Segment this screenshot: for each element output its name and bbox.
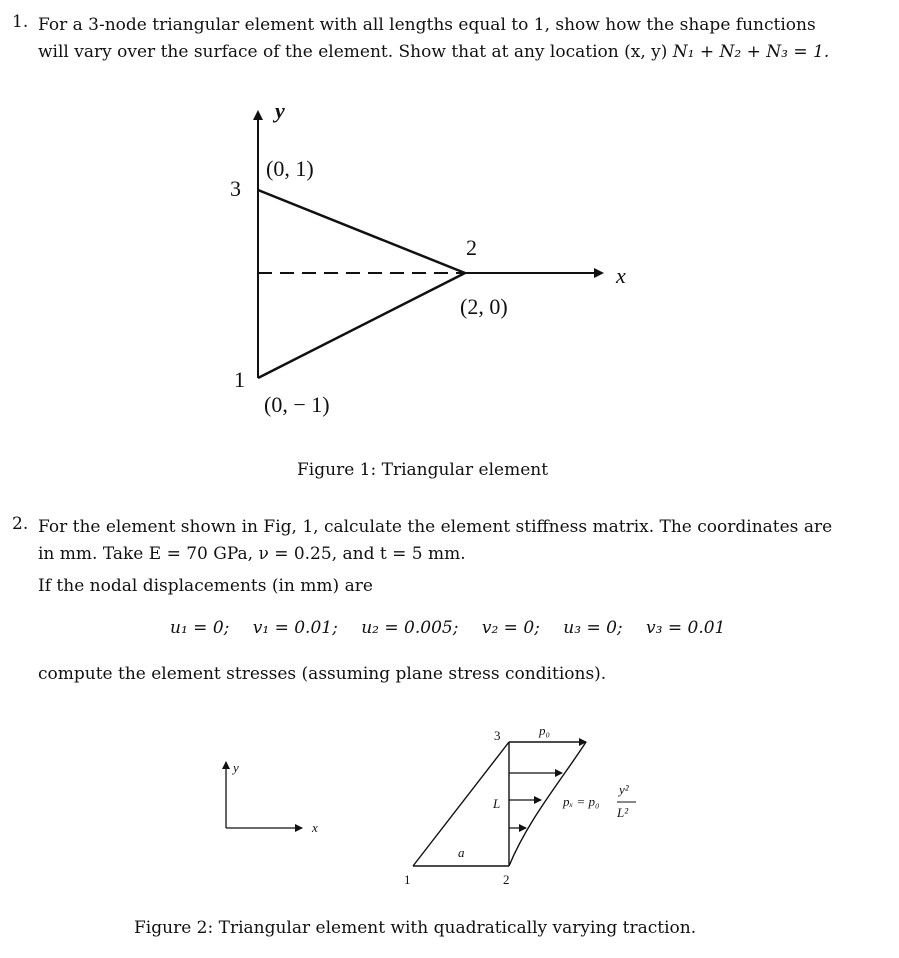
displacement-u2: u₂ = 0.005; (361, 618, 459, 638)
problem-1-line-2-text: will vary over the surface of the element. Show that at any location (x, y) (38, 42, 673, 62)
problem-2-number: 2. (12, 514, 29, 534)
displacement-u3: u₃ = 0; (563, 618, 623, 638)
fig1-x-axis-label: x (616, 263, 626, 288)
displacement-v1: v₁ = 0.01; (252, 618, 338, 638)
fig1-node-3-label: 3 (230, 176, 241, 201)
fig2-node-2-label: 2 (503, 872, 510, 887)
fig2-traction-numerator: y² (619, 782, 629, 797)
fig1-node-2-coord: (2, 0) (460, 294, 508, 319)
fig1-edge-2-1 (258, 273, 465, 378)
figure-1-triangular-element (0, 0, 899, 460)
fig2-length-label: L (493, 796, 501, 811)
problem-2-line-3: If the nodal displacements (in mm) are (38, 576, 373, 596)
fig1-node-3-coord: (0, 1) (266, 156, 314, 181)
shape-function-sum-equation: N₁ + N₂ + N₃ = 1. (672, 42, 830, 62)
problem-2-line-4: compute the element stresses (assuming plane stress conditions). (38, 664, 607, 684)
fig2-y-axis-label: y (233, 760, 239, 775)
fig1-node-2-label: 2 (466, 235, 477, 260)
problem-2-line-2: in mm. Take E = 70 GPa, ν = 0.25, and t = 5 mm. (38, 544, 466, 564)
fig2-a-label: a (458, 845, 465, 860)
displacement-v3: v₃ = 0.01 (646, 618, 726, 638)
displacement-u1: u₁ = 0; (170, 618, 230, 638)
nodal-displacements-equation (170, 618, 725, 638)
fig2-x-axis-label: x (312, 820, 318, 835)
problem-1-line-1: For a 3-node triangular element with all lengths equal to 1, show how the shape functions (38, 15, 816, 35)
figure-2-traction-element (0, 700, 899, 900)
problem-2-line-1: For the element shown in Fig, 1, calculate the element stiffness matrix. The coordinates are (38, 517, 833, 537)
problem-1-number: 1. (12, 12, 29, 32)
fig2-node-1-label: 1 (404, 872, 411, 887)
displacement-v2: v₂ = 0; (481, 618, 540, 638)
fig2-p0-label: p₀ (539, 723, 551, 738)
fig2-traction-denominator: L² (617, 805, 629, 820)
figure-1-caption: Figure 1: Triangular element (297, 460, 549, 480)
fig1-node-1-label: 1 (234, 367, 245, 392)
fig2-traction-lhs: pₓ = p₀ (563, 794, 600, 809)
figure-2-caption: Figure 2: Triangular element with quadratically varying traction. (134, 918, 697, 938)
fig1-edge-3-2 (258, 190, 465, 273)
fig1-node-1-coord: (0, − 1) (264, 392, 330, 417)
fig2-node-3-label: 3 (494, 728, 501, 743)
fig1-y-axis-label: y (275, 98, 285, 123)
